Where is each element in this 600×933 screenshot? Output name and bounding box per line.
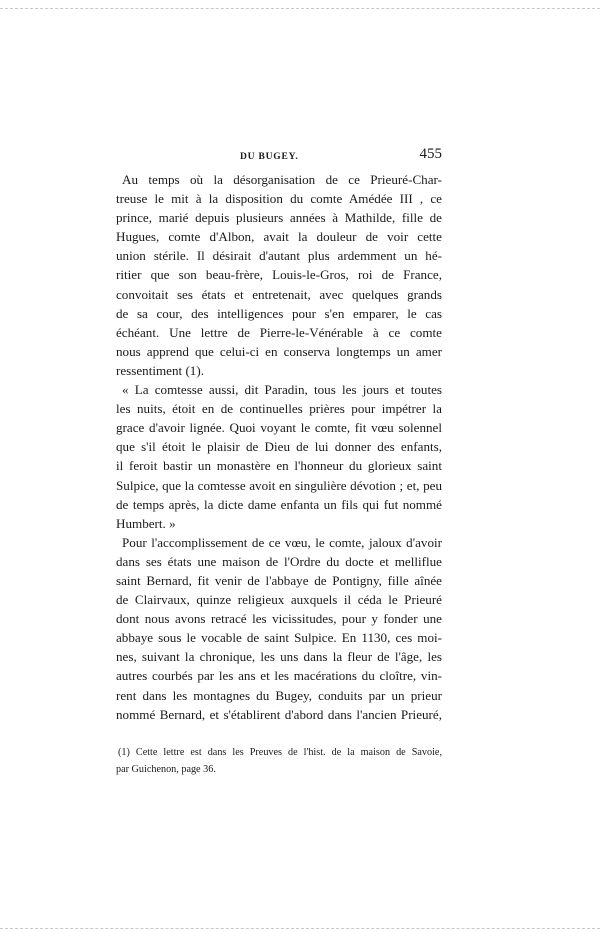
text-line: « La comtesse aussi, dit Paradin, tous les jours et toutes [122,382,442,398]
text-line: de temps après, la dicte dame enfanta un fils qui fut nommé [116,496,442,512]
text-line: il feroit bastir un monastère en l'honneur du glorieux saint [116,458,442,474]
footnote-line: par Guichenon, page 36. [116,763,216,775]
text-line: convoitait ses états et entretenait, avec quelques grands [116,286,442,302]
text-line: dans ses états une maison de l'Ordre du docte et melliflue [116,553,442,569]
text-line: prince, marié depuis plusieurs années à Mathilde, fille de [116,210,442,226]
text-line: échéant. Une lettre de Pierre-le-Vénérable à ce comte [116,324,442,340]
text-line: nommé Bernard, et s'établirent d'abord dans l'ancien Prieuré, [116,706,442,722]
running-head: DU BUGEY. [240,152,299,162]
text-line: abbaye sous le vocable de saint Sulpice. En 1130, ces moi- [116,630,442,646]
page-number: 455 [419,146,442,162]
text-line: Hugues, comte d'Albon, avait la douleur de voir cette [116,229,442,245]
text-line: que s'il étoit le plaisir de Dieu de lui donner des enfants, [116,439,442,455]
text-line: Sulpice, que la comtesse avoit en singulière dévotion ; et, peu [116,477,442,493]
page-header [116,146,442,168]
text-line: nes, suivant la chronique, les uns dans la fleur de l'âge, les [116,649,442,665]
paragraph-3 [116,533,442,724]
text-line: les nuits, étoit en de continuelles prières pour impétrer la [116,401,442,417]
footnote-line: (1) Cette lettre est dans les Preuves de l'hist. de la maison de Savoie, [118,746,442,758]
scan-edge-bottom [0,928,600,929]
text-line: union stérile. Il désirait d'autant plus ardemment un hé- [116,248,442,264]
text-line: treuse le mit à la disposition du comte Amédée III , ce [116,191,442,207]
text-line: Pour l'accomplissement de ce vœu, le comte, jaloux d'avoir [122,534,442,550]
text-line: autres courbés par les ans et les macérations du cloître, vin- [116,668,442,684]
text-line: saint Bernard, fit venir de l'abbaye de Pontigny, fille aînée [116,572,442,588]
text-line: Humbert. » [116,515,176,531]
paragraph-1 [116,170,442,380]
text-line: de sa cour, des intelligences pour s'en emparer, le cas [116,305,442,321]
body-text [116,170,442,724]
scan-edge-top [0,8,600,9]
text-line: dont nous avons retracé les vicissitudes, pour y fonder une [116,611,442,627]
text-line: grace d'avoir lignée. Quoi voyant le comte, fit vœu solennel [116,420,442,436]
text-line: rent dans les montagnes du Bugey, conduits par un prieur [116,687,442,703]
text-line: Au temps où la désorganisation de ce Prieuré-Char- [122,172,442,187]
text-line: ressentiment (1). [116,362,204,378]
book-page [116,146,442,778]
text-line: nous apprend que celui-ci en conserva longtemps un amer [116,343,442,359]
footnote [116,744,442,778]
text-line: de Clairvaux, quinze religieux auxquels il céda le Prieuré [116,592,442,608]
paragraph-2 [116,380,442,533]
text-line: ritier que son beau-frère, Louis-le-Gros, roi de France, [116,267,442,283]
